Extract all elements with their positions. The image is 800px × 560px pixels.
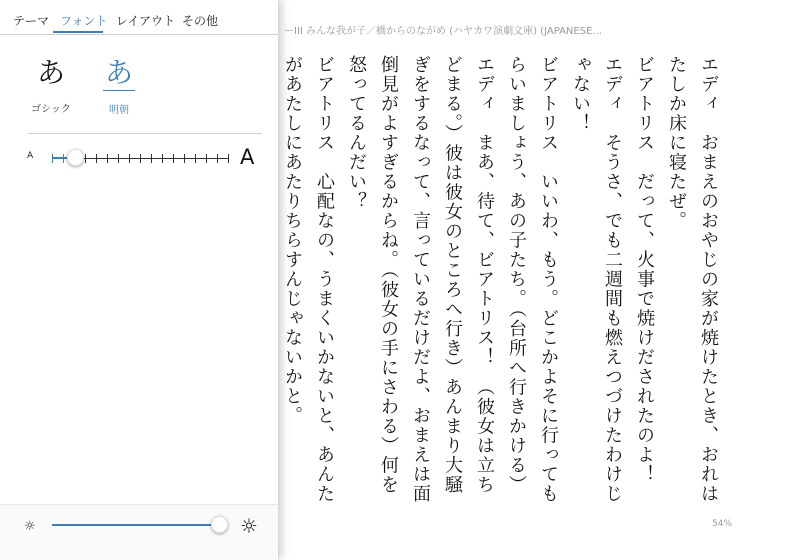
sun-small-icon: ☼ bbox=[24, 519, 36, 534]
font-size-tick bbox=[140, 154, 141, 163]
font-size-tick bbox=[52, 154, 53, 163]
font-option-mincho[interactable] bbox=[96, 56, 142, 116]
book-title: ーIII みんな我が子／橋からのながめ (ハヤカワ演劇文庫) (JAPANESE... bbox=[284, 26, 602, 37]
text-paragraph: ビアトリス 心配なの、うまくいかないと、あんたがあたしにあたりちらすんじゃないかと。 bbox=[282, 55, 335, 504]
font-size-tick bbox=[217, 154, 218, 163]
font-sample-mincho: あ bbox=[104, 56, 133, 89]
font-sample-gothic: あ bbox=[36, 56, 65, 89]
font-size-tick bbox=[228, 154, 229, 163]
tab-other[interactable]: その他 bbox=[182, 14, 219, 28]
brightness-bar bbox=[0, 504, 278, 560]
font-size-tick bbox=[63, 154, 64, 163]
active-tab-indicator bbox=[53, 31, 103, 33]
font-size-tick bbox=[129, 154, 130, 163]
font-size-tick bbox=[195, 154, 196, 163]
font-size-tick bbox=[173, 154, 174, 163]
settings-panel bbox=[0, 0, 279, 559]
text-paragraph: エディ そうさ、でも二週間も燃えつづけたわけじゃない！ bbox=[570, 55, 623, 504]
font-size-tick bbox=[206, 154, 207, 163]
font-size-tick bbox=[96, 154, 97, 163]
font-size-slider-handle[interactable] bbox=[67, 149, 84, 166]
sun-large-icon: ☼ bbox=[240, 514, 258, 538]
font-size-tick bbox=[184, 154, 185, 163]
brightness-slider-handle[interactable] bbox=[211, 516, 228, 533]
text-paragraph: エディ まあ、待て、ビアトリス！ （彼女は立ちどまる。）彼は彼女のところへ行き）あんまり大騒ぎをするなって、言っているだけだよ、おまえは面倒見がよすぎるからね。（彼女の手にさわる）何を怒ってるんだい？ bbox=[346, 55, 495, 504]
font-size-tick bbox=[118, 154, 119, 163]
reading-progress: 54% bbox=[712, 519, 733, 529]
font-label-gothic: ゴシック bbox=[31, 104, 71, 115]
text-paragraph: エディ おまえのおやじの家が焼けたとき、おれはたしか床に寝たぜ。 bbox=[666, 55, 719, 504]
font-size-tick bbox=[151, 154, 152, 163]
font-label-mincho: 明朝 bbox=[109, 105, 129, 116]
font-size-large-label: A bbox=[240, 145, 255, 169]
section-divider bbox=[28, 133, 262, 134]
settings-tabs bbox=[0, 0, 278, 35]
text-paragraph: ビアトリス いいわ、もう。どこかよそに行ってもらいましょう、あの子たち。（台所へ行きかける） bbox=[506, 55, 559, 504]
brightness-slider-track[interactable] bbox=[52, 524, 219, 526]
tab-font[interactable]: フォント bbox=[60, 14, 108, 28]
font-size-tick bbox=[85, 154, 86, 163]
font-size-tick bbox=[107, 154, 108, 163]
font-size-tick bbox=[162, 154, 163, 163]
text-paragraph: ビアトリス だって、火事で焼けだされたのよ！ bbox=[634, 55, 655, 484]
tab-theme[interactable]: テーマ bbox=[13, 14, 50, 28]
tab-layout[interactable]: レイアウト bbox=[116, 14, 176, 28]
book-text bbox=[282, 55, 724, 505]
font-size-small-label: A bbox=[27, 151, 34, 161]
font-option-gothic[interactable] bbox=[28, 56, 74, 115]
